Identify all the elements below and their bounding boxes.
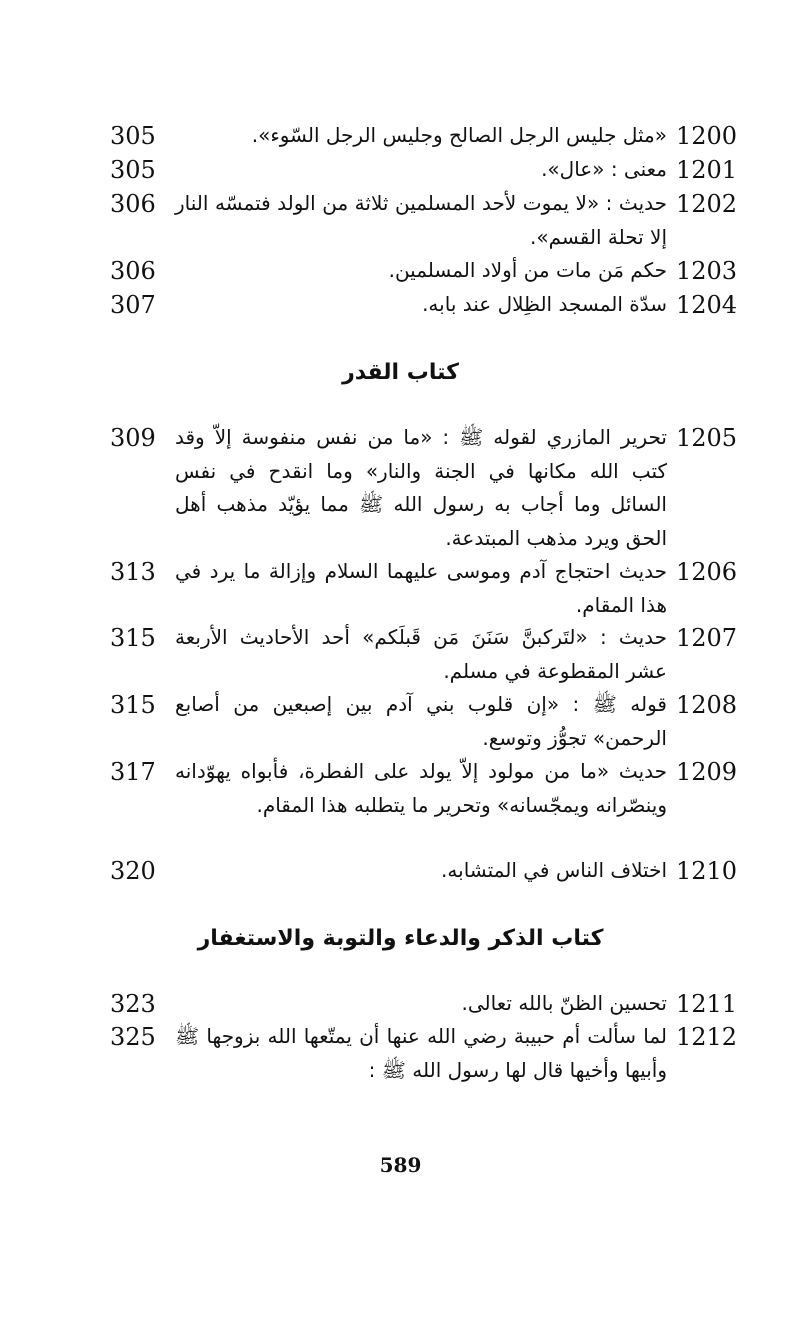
entry-number: 1200 bbox=[676, 122, 738, 150]
entry-text: معنى : «عال». bbox=[541, 157, 667, 181]
entry-number: 1202 bbox=[676, 190, 738, 218]
entry-number: 1204 bbox=[676, 291, 738, 319]
entry-number: 1206 bbox=[676, 558, 738, 586]
entry-text: حديث : «لا يموت لأحد المسلمين ثلاثة من الولد فتمسّه النار إلا تحلة القسم». bbox=[175, 191, 667, 249]
entry-page: 325 bbox=[110, 1023, 156, 1051]
entry-page: 309 bbox=[110, 424, 156, 452]
entry-number: 1201 bbox=[676, 156, 738, 184]
entry-number: 1210 bbox=[676, 857, 738, 885]
page-number: 589 bbox=[379, 1153, 422, 1177]
entry-text: حكم مَن مات من أولاد المسلمين. bbox=[388, 258, 667, 282]
entry-text: سدّة المسجد الظِلال عند بابه. bbox=[422, 292, 667, 316]
entry-number: 1207 bbox=[676, 624, 738, 652]
entry-number: 1208 bbox=[676, 691, 738, 719]
entry-text: لما سألت أم حبيبة رضي الله عنها أن يمتّعها الله بزوجها ﷺ وأبيها وأخيها قال لها رسول الله ﷺ : bbox=[175, 1024, 667, 1082]
entry-text: حديث : «لتَركبنَّ سَنَنَ مَن قَبلَكم» أحد الأحاديث الأربعة عشر المقطوعة في مسلم. bbox=[175, 625, 667, 683]
entry-number: 1209 bbox=[676, 758, 738, 786]
entry-text: حديث «ما من مولود إلاّ يولد على الفطرة، فأبواه يهوّدانه وينصّرانه ويمجّسانه» وتحرير ما يتطلبه هذا المقام. bbox=[175, 759, 667, 817]
entry-page: 306 bbox=[110, 190, 156, 218]
entry-page: 323 bbox=[110, 990, 156, 1018]
section-heading-dhikr: كتاب الذكر والدعاء والتوبة والاستغفار bbox=[197, 926, 604, 951]
entry-text: تحرير المازري لقوله ﷺ : «ما من نفس منفوسة إلاّ وقد كتب الله مكانها في الجنة والنار» وما انقدح في نفس السائل وما أجاب به رسول الله ﷺ مما يؤيّد مذهب أهل الحق ويرد مذهب المبتدعة. bbox=[175, 425, 667, 550]
entry-page: 313 bbox=[110, 558, 156, 586]
entry-number: 1205 bbox=[676, 424, 738, 452]
entry-number: 1212 bbox=[676, 1023, 738, 1051]
entry-text: «مثل جليس الرجل الصالح وجليس الرجل السّوء». bbox=[251, 123, 667, 147]
entry-text: اختلاف الناس في المتشابه. bbox=[441, 858, 667, 882]
entry-text: تحسين الظنّ بالله تعالى. bbox=[461, 991, 667, 1015]
entry-page: 315 bbox=[110, 691, 156, 719]
entry-page: 305 bbox=[110, 156, 156, 184]
entry-number: 1211 bbox=[676, 990, 738, 1018]
entry-page: 305 bbox=[110, 122, 156, 150]
entry-text: حديث احتجاج آدم وموسى عليهما السلام وإزالة ما يرد في هذا المقام. bbox=[175, 559, 667, 617]
entry-page: 307 bbox=[110, 291, 156, 319]
entry-page: 317 bbox=[110, 758, 156, 786]
section-heading-qadar: كتاب القدر bbox=[342, 360, 459, 385]
entry-text: قوله ﷺ : «إن قلوب بني آدم بين إصبعين من أصابع الرحمن» تجوُّز وتوسع. bbox=[175, 692, 667, 750]
entry-page: 315 bbox=[110, 624, 156, 652]
entry-page: 320 bbox=[110, 857, 156, 885]
entry-number: 1203 bbox=[676, 257, 738, 285]
entry-page: 306 bbox=[110, 257, 156, 285]
